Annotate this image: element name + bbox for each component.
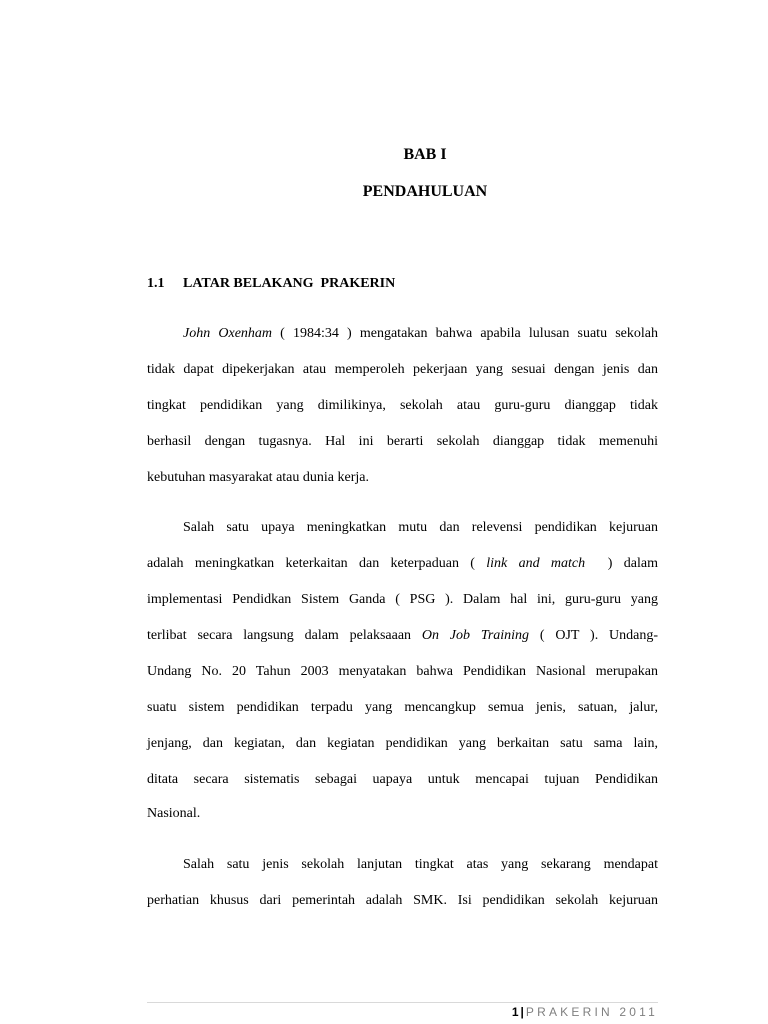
paragraph-2-line-2	[147, 555, 658, 573]
paragraph-1-line-3: tingkat pendidikan yang dimilikinya, sekolah atau guru-guru dianggap tidak	[147, 398, 658, 413]
paragraph-1-line-1	[183, 325, 658, 343]
page-footer	[512, 1005, 658, 1019]
chapter-title: PENDAHULUAN	[362, 183, 488, 200]
italic-term: link and match	[486, 556, 586, 571]
paragraph-text: adalah meningkatkan keterkaitan dan keterpaduan (	[147, 556, 487, 571]
paragraph-1-line-5: kebutuhan masyarakat atau dunia kerja.	[147, 470, 369, 485]
paragraph-2-line-5: Undang No. 20 Tahun 2003 menyatakan bahwa Pendidikan Nasional merupakan	[147, 664, 658, 679]
section-title: LATAR BELAKANG PRAKERIN	[183, 276, 396, 291]
italic-term: On Job Training	[421, 628, 530, 643]
section-heading	[147, 276, 395, 292]
paragraph-text: ) dalam	[585, 556, 659, 571]
paragraph-2-line-8: ditata secara sistematis sebagai uapaya untuk mencapai tujuan Pendidikan	[147, 772, 658, 787]
footer-title: PRAKERIN 2011	[525, 1005, 658, 1019]
author-name: John Oxenham	[183, 326, 273, 341]
paragraph-2-line-7: jenjang, dan kegiatan, dan kegiatan pendidikan yang berkaitan satu sama lain,	[147, 736, 658, 751]
footer-separator: |	[520, 1005, 524, 1019]
paragraph-1-line-2: tidak dapat dipekerjakan atau memperoleh pekerjaan yang sesuai dengan jenis dan	[147, 362, 658, 377]
chapter-label: BAB I	[403, 146, 447, 163]
page-number: 1	[511, 1005, 519, 1019]
paragraph-3-line-1: Salah satu jenis sekolah lanjutan tingkat atas yang sekarang mendapat	[183, 857, 658, 872]
paragraph-text: ( 1984:34 ) mengatakan bahwa apabila lulusan suatu sekolah	[272, 326, 658, 341]
section-number: 1.1	[147, 276, 165, 291]
paragraph-text: ( OJT ). Undang-	[529, 628, 658, 643]
paragraph-1-line-4: berhasil dengan tugasnya. Hal ini berarti sekolah dianggap tidak memenuhi	[147, 434, 658, 449]
paragraph-text: terlibat secara langsung dalam pelaksaaan	[147, 628, 422, 643]
paragraph-2-line-4	[147, 627, 658, 645]
footer-divider	[147, 1002, 658, 1003]
paragraph-2-line-9: Nasional.	[147, 806, 201, 821]
paragraph-3-line-2: perhatian khusus dari pemerintah adalah SMK. Isi pendidikan sekolah kejuruan	[147, 893, 658, 908]
paragraph-2-line-3: implementasi Pendidkan Sistem Ganda ( PSG ). Dalam hal ini, guru-guru yang	[147, 592, 658, 607]
paragraph-2-line-6: suatu sistem pendidikan terpadu yang mencangkup semua jenis, satuan, jalur,	[147, 700, 658, 715]
paragraph-2-line-1: Salah satu upaya meningkatkan mutu dan relevensi pendidikan kejuruan	[183, 520, 658, 535]
